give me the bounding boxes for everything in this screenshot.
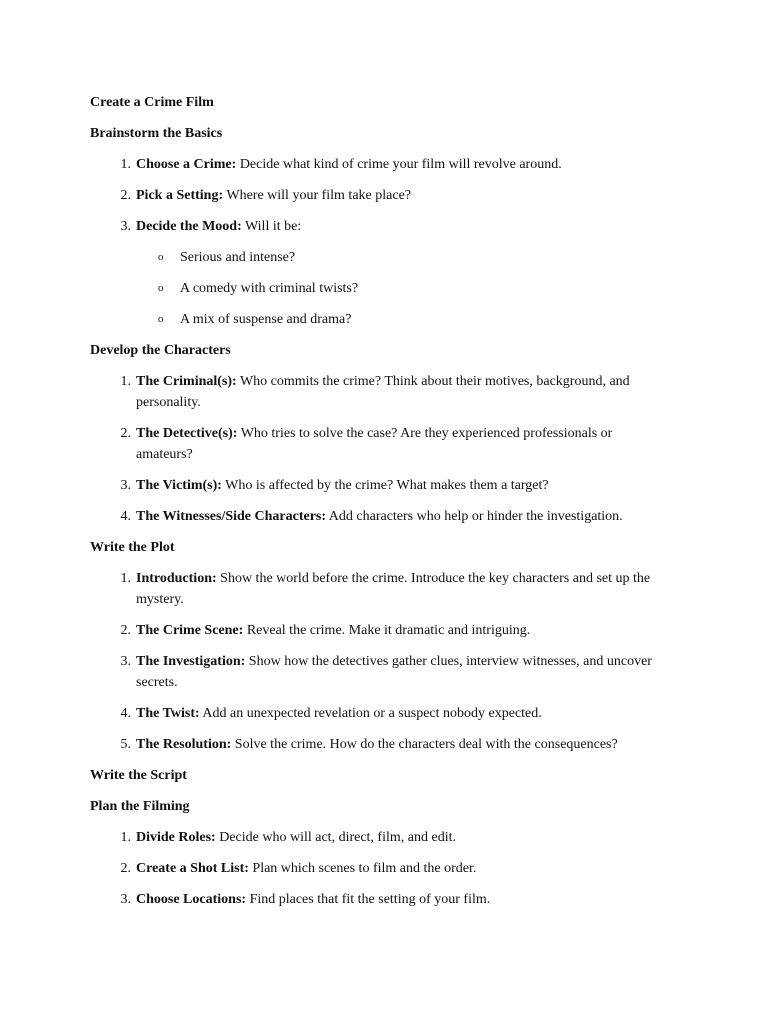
list-number: 3. <box>120 478 131 493</box>
section-heading-basics: Brainstorm the Basics <box>90 126 223 141</box>
list-item-criminal <box>107 371 667 413</box>
list-number: 2. <box>120 861 131 876</box>
list-item-lead: The Detective(s): <box>136 426 238 441</box>
bullet-circle-icon: o <box>158 313 164 325</box>
list-item-text: Find places that fit the setting of your film. <box>246 892 491 907</box>
list-item-text: Will it be: <box>241 219 302 234</box>
list-item-text: Add an unexpected revelation or a suspect nobody expected. <box>199 706 542 721</box>
list-item-pick-setting <box>107 185 667 206</box>
list-number: 2. <box>120 426 131 441</box>
list-item-lead: Divide Roles: <box>136 830 216 845</box>
list-item-lead: The Victim(s): <box>136 478 222 493</box>
list-item-text: Reveal the crime. Make it dramatic and intriguing. <box>243 623 531 638</box>
list-item-lead: The Resolution: <box>136 737 232 752</box>
list-item-divide-roles <box>107 827 667 848</box>
section-heading-characters: Develop the Characters <box>90 343 231 358</box>
list-item-crime-scene <box>107 620 667 641</box>
list-item-text: Decide what kind of crime your film will revolve around. <box>236 157 562 172</box>
document-title: Create a Crime Film <box>90 95 214 110</box>
list-item-witnesses <box>107 506 667 527</box>
list-item-lead: Choose Locations: <box>136 892 247 907</box>
list-item-decide-mood <box>107 216 667 237</box>
list-number: 1. <box>120 374 131 389</box>
mood-option-mix <box>158 309 351 330</box>
list-item-shot-list <box>107 858 667 879</box>
list-item-text: Show the world before the crime. Introduce the key characters and set up the mystery. <box>136 571 651 607</box>
list-item-text: Who tries to solve the case? Are they experienced professionals or amateurs? <box>136 426 613 462</box>
mood-option-serious <box>158 247 295 268</box>
list-item-lead: The Twist: <box>136 706 200 721</box>
list-number: 3. <box>120 892 131 907</box>
list-item-detective <box>107 423 667 465</box>
list-number: 2. <box>120 188 131 203</box>
list-number: 2. <box>120 623 131 638</box>
list-item-choose-crime <box>107 154 667 175</box>
list-number: 1. <box>120 830 131 845</box>
list-item-lead: The Criminal(s): <box>136 374 237 389</box>
list-number: 4. <box>120 706 131 721</box>
mood-option-text: Serious and intense? <box>180 250 296 265</box>
list-item-investigation <box>107 651 667 693</box>
list-item-lead: The Witnesses/Side Characters: <box>136 509 327 524</box>
section-heading-script: Write the Script <box>90 768 187 783</box>
section-heading-filming: Plan the Filming <box>90 799 190 814</box>
list-number: 3. <box>120 654 131 669</box>
mood-option-comedy <box>158 278 358 299</box>
list-number: 3. <box>120 219 131 234</box>
list-item-text: Who commits the crime? Think about their motives, background, and personality. <box>136 374 630 410</box>
list-item-lead: Pick a Setting: <box>136 188 224 203</box>
list-item-lead: The Investigation: <box>136 654 246 669</box>
list-item-lead: Create a Shot List: <box>136 861 249 876</box>
list-item-lead: Introduction: <box>136 571 217 586</box>
list-item-text: Show how the detectives gather clues, interview witnesses, and uncover secrets. <box>136 654 652 690</box>
mood-option-text: A mix of suspense and drama? <box>180 312 352 327</box>
list-item-lead: Choose a Crime: <box>136 157 237 172</box>
list-item-text: Add characters who help or hinder the investigation. <box>326 509 623 524</box>
list-number: 1. <box>120 571 131 586</box>
list-item-text: Solve the crime. How do the characters deal with the consequences? <box>231 737 618 752</box>
section-heading-plot: Write the Plot <box>90 540 175 555</box>
list-number: 5. <box>120 737 131 752</box>
list-item-text: Where will your film take place? <box>223 188 411 203</box>
mood-option-text: A comedy with criminal twists? <box>180 281 359 296</box>
list-number: 1. <box>120 157 131 172</box>
list-item-locations <box>107 889 667 910</box>
list-item-text: Plan which scenes to film and the order. <box>248 861 477 876</box>
list-item-twist <box>107 703 667 724</box>
bullet-circle-icon: o <box>158 251 164 263</box>
list-item-victim <box>107 475 667 496</box>
list-number: 4. <box>120 509 131 524</box>
list-item-text: Who is affected by the crime? What makes them a target? <box>221 478 549 493</box>
list-item-introduction <box>107 568 667 610</box>
bullet-circle-icon: o <box>158 282 164 294</box>
list-item-lead: The Crime Scene: <box>136 623 244 638</box>
list-item-text: Decide who will act, direct, film, and edit. <box>215 830 456 845</box>
list-item-resolution <box>107 734 667 755</box>
list-item-lead: Decide the Mood: <box>136 219 242 234</box>
